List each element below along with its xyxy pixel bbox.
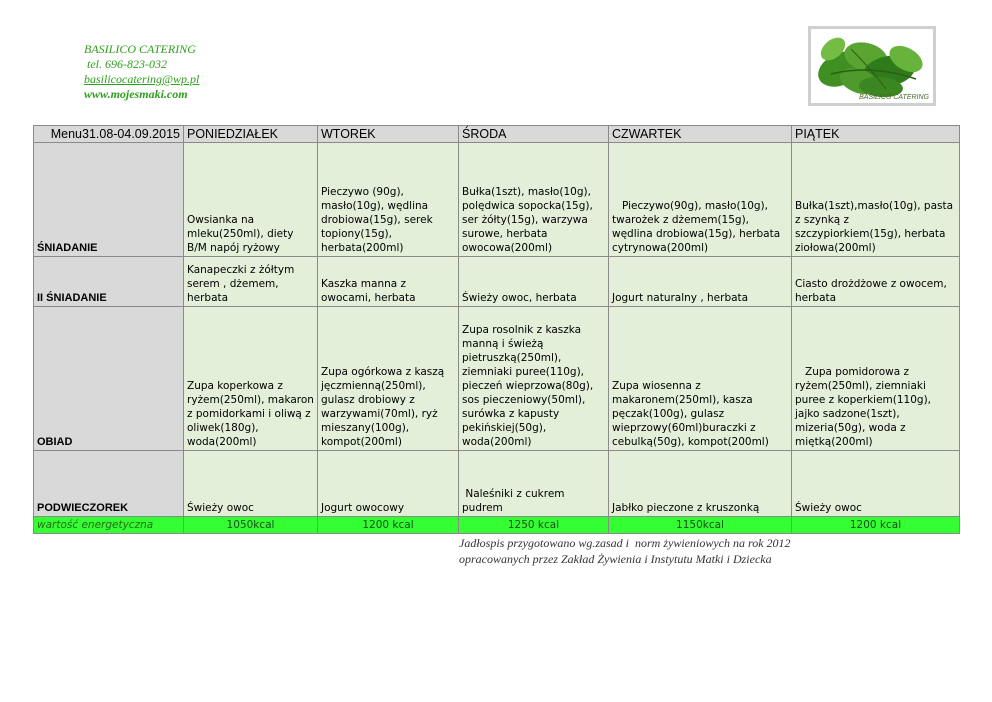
- meal-cell: Zupa wiosenna z makaronem(250ml), kasza pęczak(100g), gulasz wieprzowy(60ml)buraczki z cebulką(50g), kompot(200ml): [609, 307, 792, 451]
- meal-cell: Kaszka manna z owocami, herbata: [318, 257, 459, 307]
- day-header: ŚRODA: [459, 126, 609, 143]
- meal-cell: Jogurt owocowy: [318, 451, 459, 517]
- company-header: [84, 42, 199, 102]
- company-name: BASILICO CATERING: [84, 42, 196, 56]
- meal-cell: Zupa rosolnik z kaszka manną i świeżą pietruszką(250ml), ziemniaki puree(110g), pieczeń wieprzowa(80g), sos pieczeniowy(50ml), surówka z kapusty pekińskiej(50g), woda(200ml): [459, 307, 609, 451]
- table-row: [34, 451, 960, 517]
- energy-label: wartość energetyczna: [34, 517, 184, 534]
- meal-label: ŚNIADANIE: [34, 143, 184, 257]
- meal-label: II ŚNIADANIE: [34, 257, 184, 307]
- day-header: WTOREK: [318, 126, 459, 143]
- meal-cell: Jogurt naturalny , herbata: [609, 257, 792, 307]
- basil-leaves-icon: [811, 29, 933, 103]
- meal-cell: Bułka(1szt), masło(10g), polędwica sopocka(15g), ser żółty(15g), warzywa surowe, herbata owocowa(200ml): [459, 143, 609, 257]
- menu-date-range: Menu31.08-04.09.2015: [34, 126, 184, 143]
- energy-row: [34, 517, 960, 534]
- meal-cell: Zupa koperkowa z ryżem(250ml), makaron z pomidorkami i oliwą z oliwek(180g), woda(200ml): [184, 307, 318, 451]
- table-row: [34, 143, 960, 257]
- footnote-line: Jadłospis przygotowano wg.zasad i norm żywieniowych na rok 2012: [459, 536, 791, 550]
- meal-cell: Pieczywo(90g), masło(10g), twarożek z dżemem(15g), wędlina drobiowa(15g), herbata cytrynowa(200ml): [609, 143, 792, 257]
- energy-value: 1200 kcal: [318, 517, 459, 534]
- table-row: [34, 307, 960, 451]
- meal-cell: Owsianka na mleku(250ml), diety B/M napój ryżowy: [184, 143, 318, 257]
- day-header: PONIEDZIAŁEK: [184, 126, 318, 143]
- meal-cell: Świeży owoc: [184, 451, 318, 517]
- meal-cell: Naleśniki z cukrem pudrem: [459, 451, 609, 517]
- meal-cell: Świeży owoc: [792, 451, 960, 517]
- meal-cell: Jabłko pieczone z kruszonką: [609, 451, 792, 517]
- energy-value: 1050kcal: [184, 517, 318, 534]
- meal-cell: Świeży owoc, herbata: [459, 257, 609, 307]
- basil-logo-image: [808, 26, 936, 106]
- weekly-menu-table: [33, 125, 960, 534]
- meal-cell: Zupa pomidorowa z ryżem(250ml), ziemniaki puree z koperkiem(110g), jajko sadzone(1szt), mizeria(50g), woda z miętką(200ml): [792, 307, 960, 451]
- company-email-link[interactable]: basilicocatering@wp.pl: [84, 72, 200, 86]
- energy-value: 1150kcal: [609, 517, 792, 534]
- meal-label: OBIAD: [34, 307, 184, 451]
- footnote-line: opracowanych przez Zakład Żywienia i Instytutu Matki i Dziecka: [459, 552, 772, 566]
- meal-cell: Bułka(1szt),masło(10g), pasta z szynką z szczypiorkiem(15g), herbata ziołowa(200ml): [792, 143, 960, 257]
- footnote: [459, 535, 791, 567]
- company-website-link[interactable]: www.mojesmaki.com: [84, 87, 188, 101]
- meal-cell: Ciasto drożdżowe z owocem, herbata: [792, 257, 960, 307]
- table-row: [34, 257, 960, 307]
- company-phone: tel. 696-823-032: [84, 57, 167, 71]
- meal-cell: Kanapeczki z żółtym serem , dżemem, herbata: [184, 257, 318, 307]
- table-header-row: [34, 126, 960, 143]
- day-header: PIĄTEK: [792, 126, 960, 143]
- day-header: CZWARTEK: [609, 126, 792, 143]
- meal-label: PODWIECZOREK: [34, 451, 184, 517]
- meal-cell: Zupa ogórkowa z kaszą jęczmienną(250ml), gulasz drobiowy z warzywami(70ml), ryż mieszany(100g), kompot(200ml): [318, 307, 459, 451]
- energy-value: 1200 kcal: [792, 517, 960, 534]
- energy-value: 1250 kcal: [459, 517, 609, 534]
- meal-cell: Pieczywo (90g), masło(10g), wędlina drobiowa(15g), serek topiony(15g), herbata(200ml): [318, 143, 459, 257]
- logo-caption: BASILICO CATERING: [859, 94, 929, 101]
